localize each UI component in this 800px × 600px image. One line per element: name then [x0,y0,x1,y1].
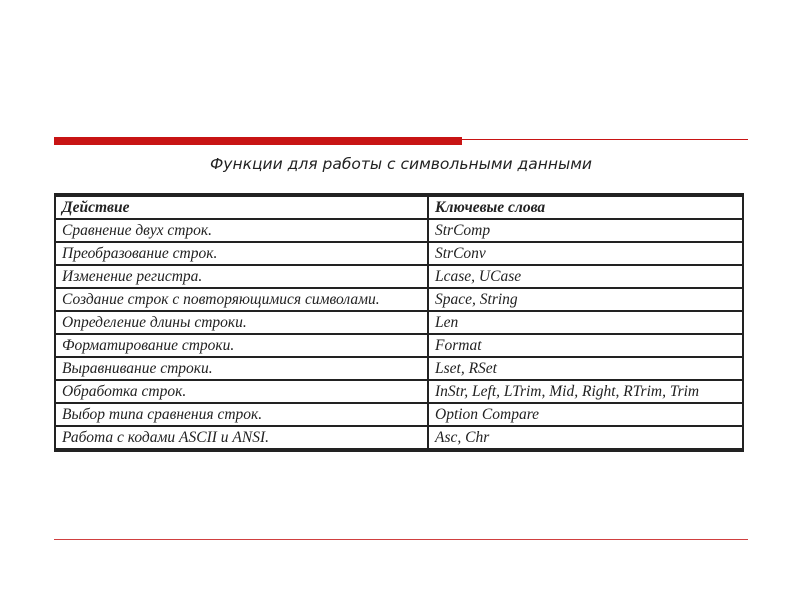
keywords-cell: Option Compare [429,404,742,425]
table-row [56,312,742,333]
keywords-cell: InStr, Left, LTrim, Mid, Right, RTrim, Trim [429,381,742,402]
keywords-cell: Lcase, UCase [429,266,742,287]
action-cell: Сравнение двух строк. [56,220,427,241]
action-cell: Выравнивание строки. [56,358,427,379]
table-row [56,404,742,425]
keywords-cell: Space, String [429,289,742,310]
keywords-cell: StrConv [429,243,742,264]
action-cell: Выбор типа сравнения строк. [56,404,427,425]
table-header-row [56,197,742,218]
table-row [56,220,742,241]
action-cell: Работа с кодами ASCII и ANSI. [56,427,427,448]
keywords-cell: Len [429,312,742,333]
table-row [56,427,742,448]
keywords-cell: StrComp [429,220,742,241]
action-cell: Преобразование строк. [56,243,427,264]
table-row [56,335,742,356]
action-cell: Форматирование строки. [56,335,427,356]
action-cell: Обработка строк. [56,381,427,402]
top-rule-thick [54,137,462,145]
table-row [56,289,742,310]
keywords-cell: Lset, RSet [429,358,742,379]
keywords-cell: Format [429,335,742,356]
keywords-cell: Asc, Chr [429,427,742,448]
header-cell-keywords: Ключевые слова [429,197,742,218]
action-cell: Определение длины строки. [56,312,427,333]
action-cell: Создание строк с повторяющимися символами. [56,289,427,310]
table-row [56,381,742,402]
action-cell: Изменение регистра. [56,266,427,287]
top-rule-thin [462,139,748,140]
table-row [56,243,742,264]
bottom-rule [54,539,748,540]
functions-table [54,193,744,452]
slide-title: Функции для работы с символьными данными [209,155,593,173]
table-row [56,266,742,287]
header-cell-action: Действие [56,197,427,218]
table-row [56,358,742,379]
